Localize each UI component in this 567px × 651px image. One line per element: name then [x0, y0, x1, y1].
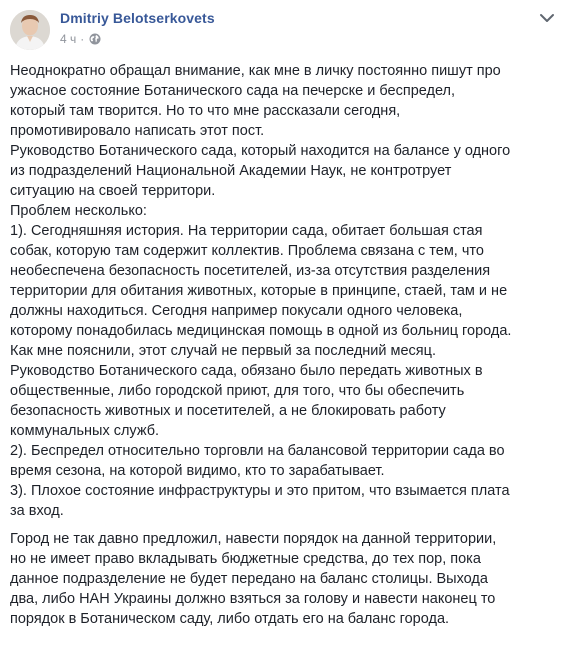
- text-line: два, либо НАН Украины должно взяться за голову и навести наконец то: [10, 591, 496, 607]
- text-line: время сезона, на которой видимо, кто то зарабатывает.: [10, 463, 385, 479]
- text-line: промотивировало написать этот пост.: [10, 123, 265, 139]
- text-line: порядок в Ботаническом саду, либо отдать его на баланс города.: [10, 611, 450, 627]
- text-line: безопасность животных и посетителей, а не блокировать работу: [10, 403, 446, 419]
- text-line: данное подразделение не будет передано на баланс столицы. Выхода: [10, 571, 488, 587]
- author-name[interactable]: Dmitriy Belotserkovets: [60, 10, 215, 26]
- text-line: собак, которую там содержит коллектив. Проблема связана с тем, что: [10, 243, 484, 259]
- text-line: общественные, либо городской приют, для того, что бы обеспечить: [10, 383, 465, 399]
- text-line: ситуацию на своей территори.: [10, 183, 216, 199]
- text-line: но не имеет право вкладывать бюджетные средства, до тех пор, пока: [10, 551, 481, 567]
- text-line: Как мне пояснили, этот случай не первый за последний месяц.: [10, 343, 436, 359]
- text-line: 1). Сегодняшняя история. На территории сада, обитает большая стая: [10, 223, 483, 239]
- text-line: необеспечена безопасность посетителей, из-за отсутствия разделения: [10, 263, 491, 279]
- avatar[interactable]: [10, 10, 50, 50]
- post-paragraph-2: [10, 529, 555, 629]
- text-line: Проблем несколько:: [10, 203, 147, 219]
- post-header: [10, 8, 557, 52]
- chevron-down-icon[interactable]: [539, 12, 555, 24]
- text-line: 3). Плохое состояние инфраструктуры и это притом, что взымается плата: [10, 483, 510, 499]
- text-line: 2). Беспредел относительно торговли на балансовой территории сада во: [10, 443, 505, 459]
- text-line: Неоднократно обращал внимание, как мне в личку постоянно пишут про: [10, 63, 501, 79]
- avatar-image: [10, 10, 50, 50]
- text-line: Руководство Ботанического сада, который находится на балансе у одного: [10, 143, 511, 159]
- meta-separator: ·: [80, 32, 85, 46]
- post-meta: [60, 32, 101, 46]
- text-line: ужасное состояние Ботанического сада на печерске и беспредел,: [10, 83, 456, 99]
- paragraph-gap: [10, 521, 555, 529]
- text-line: за вход.: [10, 503, 64, 519]
- text-line: коммунальных служб.: [10, 423, 160, 439]
- globe-icon[interactable]: [89, 33, 101, 45]
- text-line: которому понадобилась медицинская помощь в одной из больниц города.: [10, 323, 512, 339]
- post-paragraph-1: [10, 61, 555, 521]
- text-line: Руководство Ботанического сада, обязано было передать животных в: [10, 363, 483, 379]
- text-line: должны находиться. Сегодня например покусали одного человека,: [10, 303, 463, 319]
- post-timestamp[interactable]: 4 ч: [60, 32, 77, 46]
- text-line: который там творится. Но то что мне рассказали сегодня,: [10, 103, 401, 119]
- text-line: из подразделений Национальной Академии Наук, не контротрует: [10, 163, 452, 179]
- text-line: Город не так давно предложил, навести порядок на данной территории,: [10, 531, 497, 547]
- post-text: [10, 61, 555, 629]
- text-line: территории для обитания животных, которые в принципе, стаей, там и не: [10, 283, 508, 299]
